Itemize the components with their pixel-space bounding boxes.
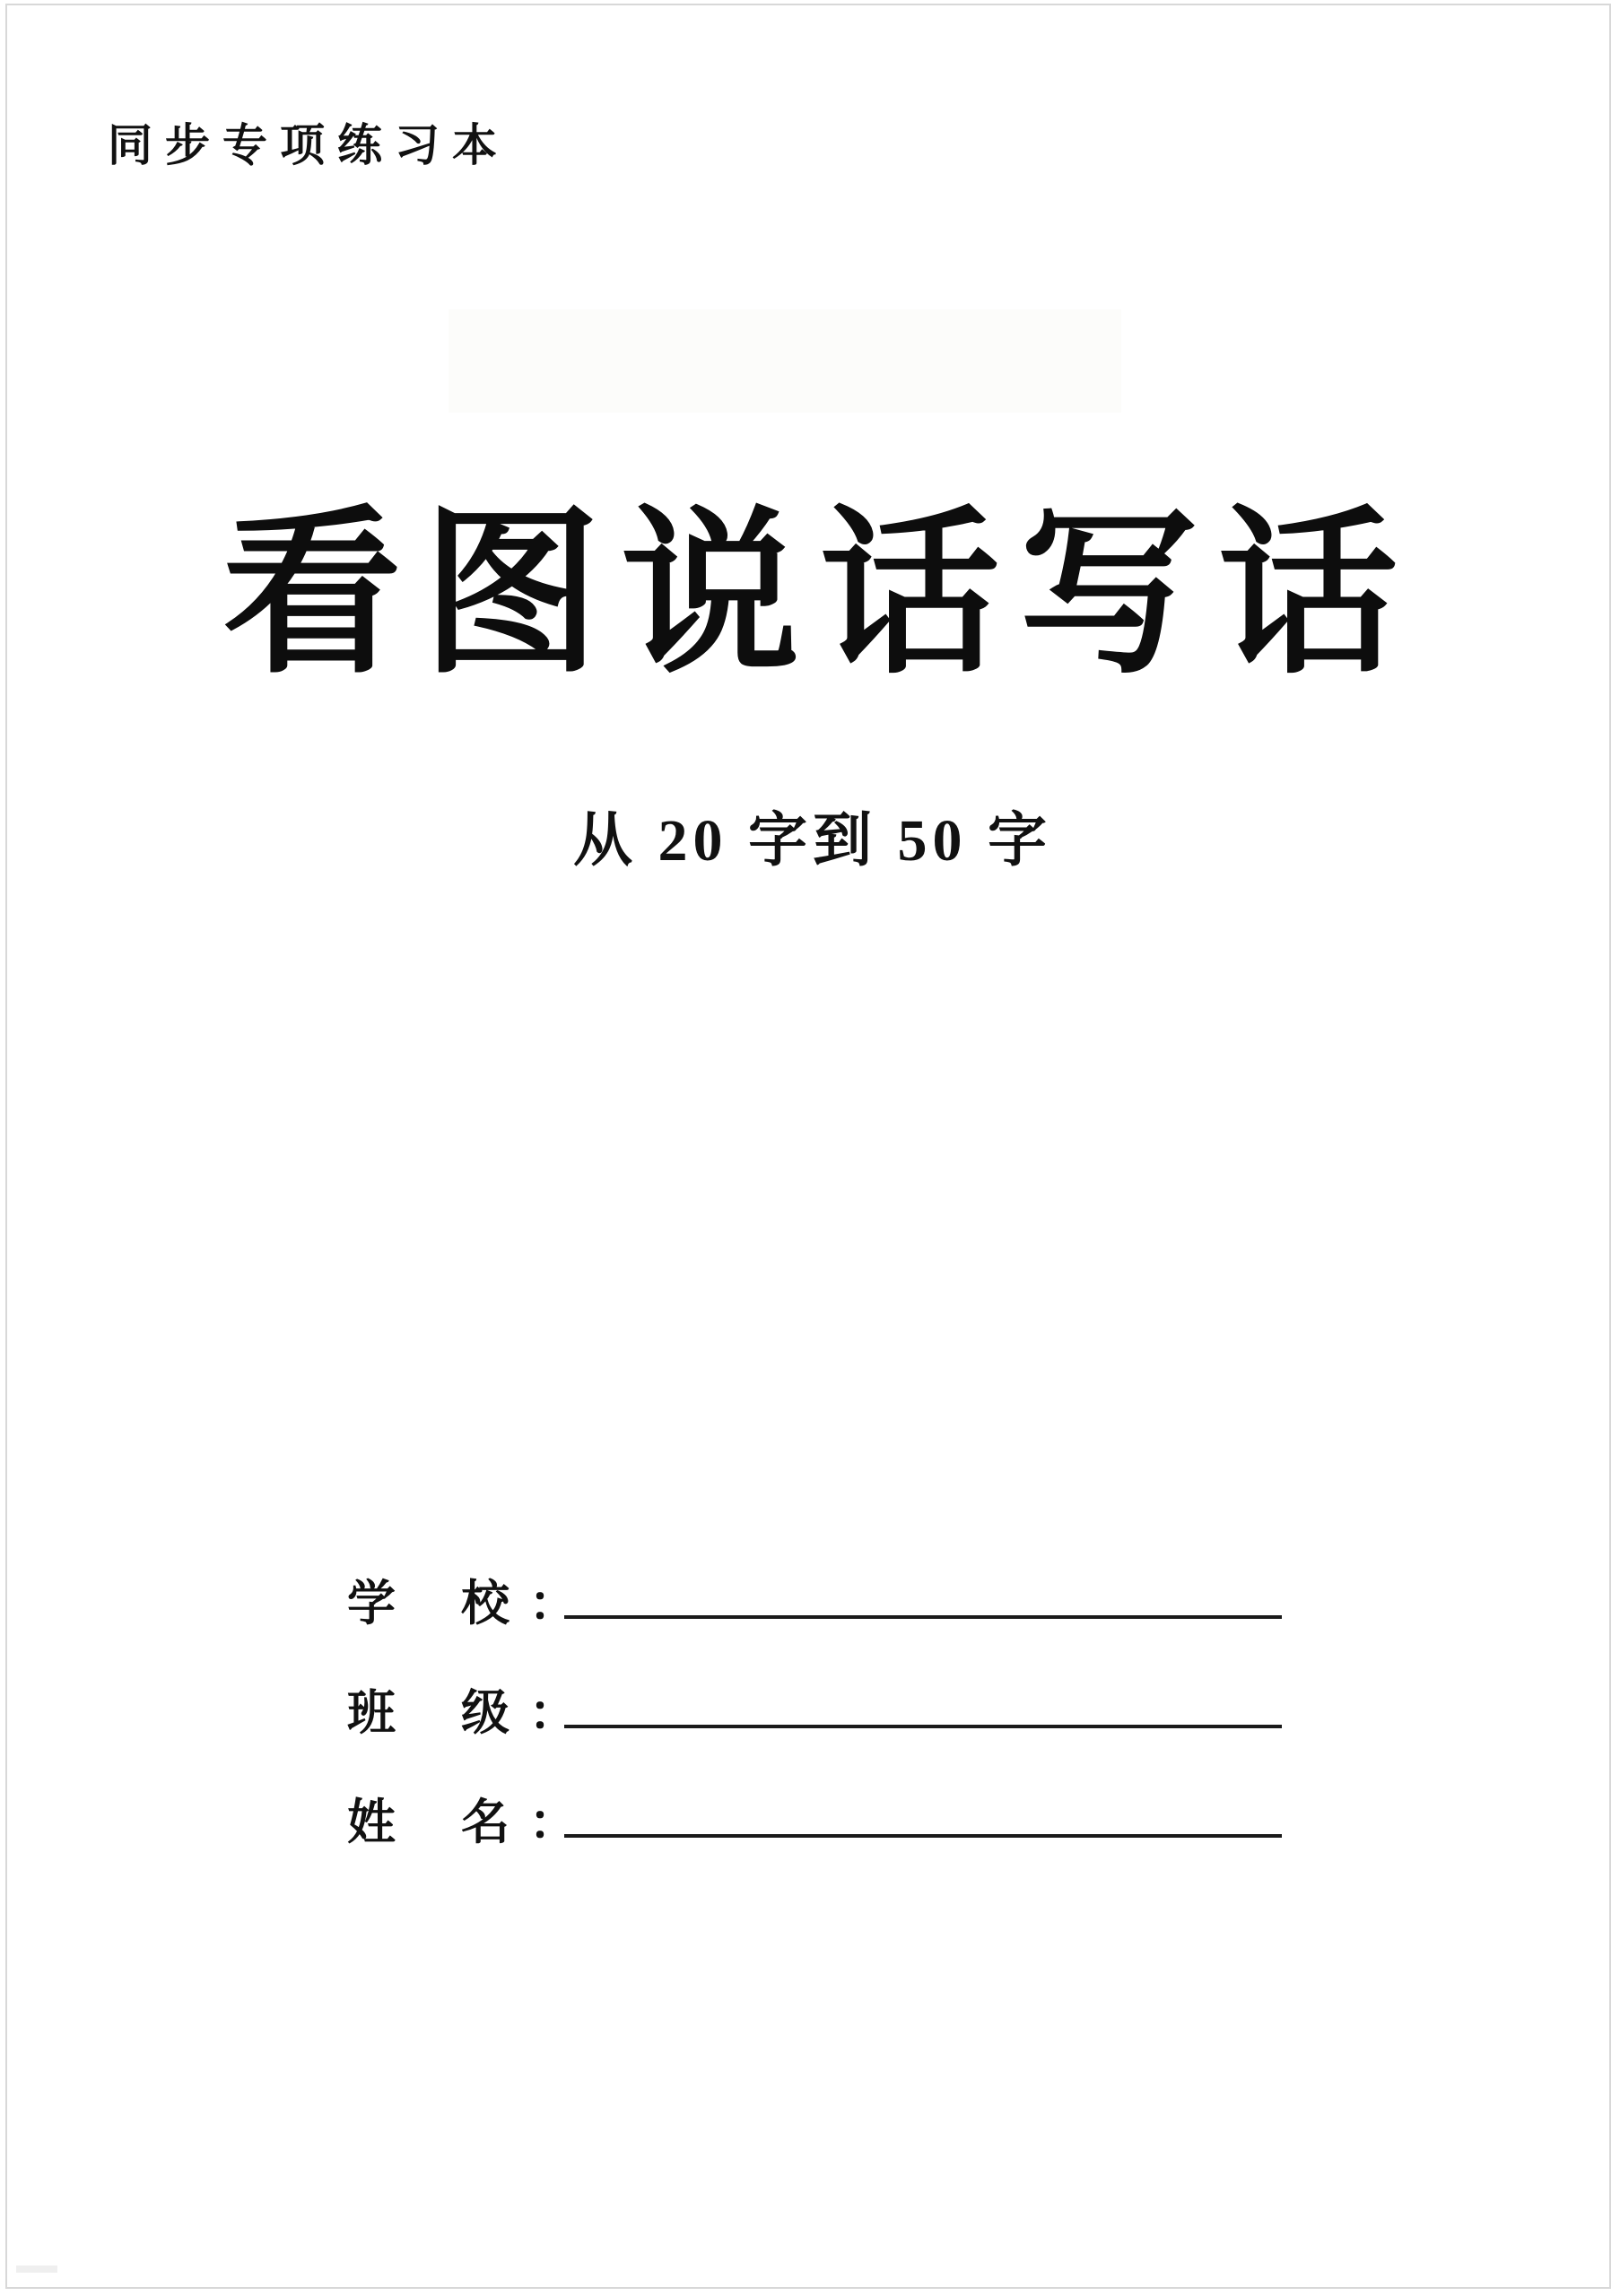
scan-artifact: [16, 2266, 57, 2273]
name-input-line[interactable]: [564, 1784, 1282, 1838]
field-label-name-char1: 姓: [347, 1796, 399, 1849]
decorative-band: [449, 309, 1121, 413]
field-label-class: [338, 1674, 581, 1744]
field-label-name: [338, 1784, 581, 1853]
field-label-name-char2: 名: [461, 1796, 513, 1849]
field-label-school-char1: 学: [347, 1577, 399, 1631]
class-input-line[interactable]: [564, 1674, 1282, 1728]
field-row-class: [0, 1674, 1620, 1784]
field-row-school: [0, 1565, 1620, 1674]
field-row-name: [0, 1784, 1620, 1893]
page-subtitle: 从 20 字到 50 字: [573, 808, 1052, 874]
field-label-school-char2: 校: [461, 1577, 513, 1631]
field-label-class-char1: 班: [347, 1686, 399, 1740]
identity-fields: [0, 1565, 1620, 1893]
school-input-line[interactable]: [564, 1565, 1282, 1619]
field-label-name-colon: ：: [528, 1796, 581, 1849]
page-title: 看图说话写话: [222, 497, 1417, 695]
field-label-school: [338, 1565, 581, 1634]
series-label: 同步专项练习本: [108, 120, 510, 170]
field-label-class-colon: ：: [528, 1686, 581, 1740]
field-label-class-char2: 级: [461, 1686, 513, 1740]
field-label-school-colon: ：: [528, 1577, 581, 1631]
